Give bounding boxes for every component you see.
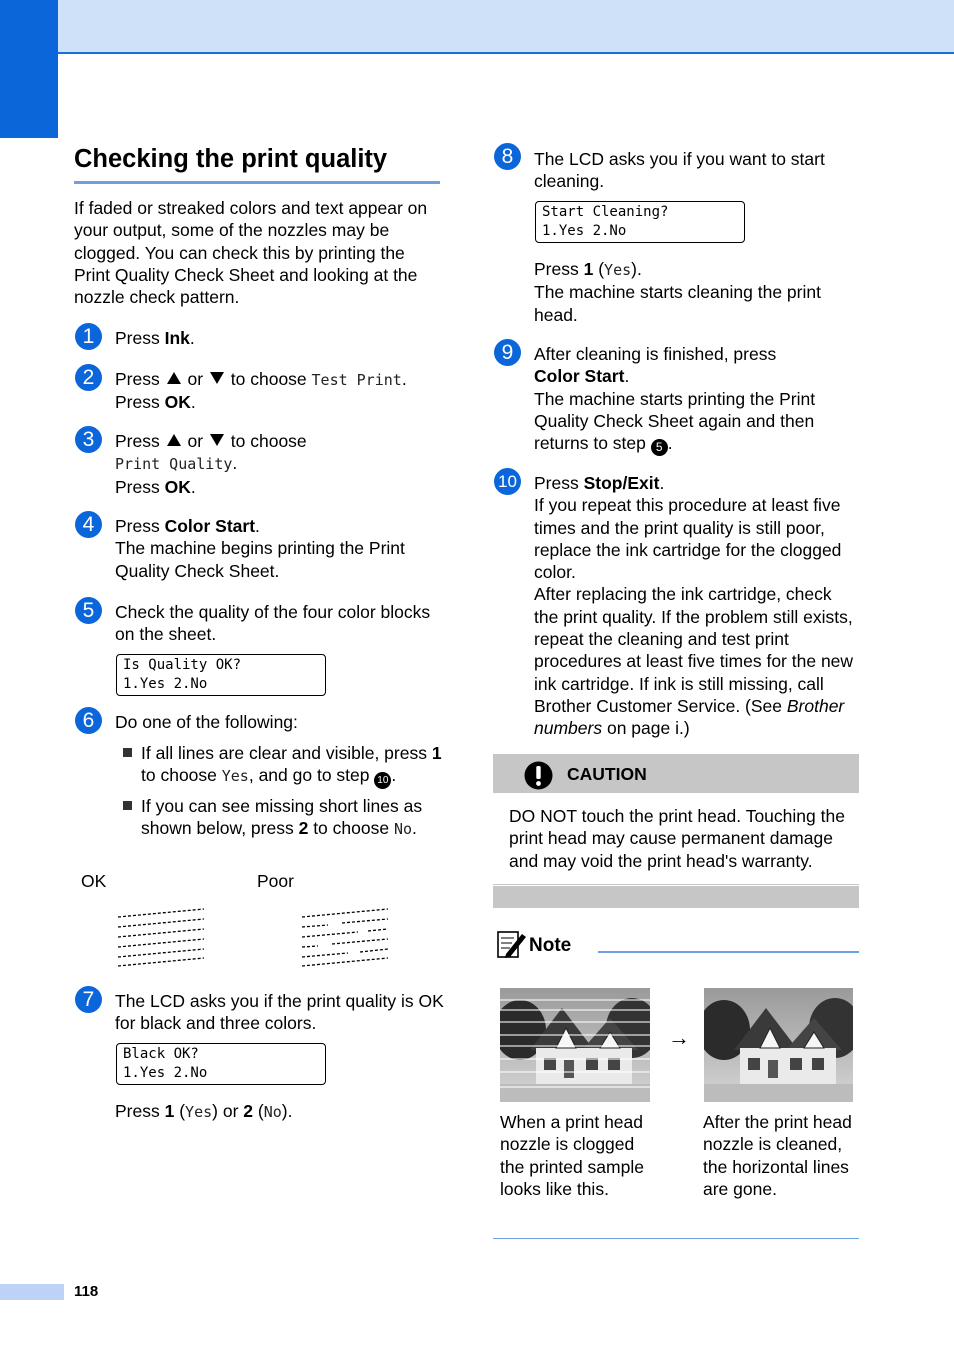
bullet-icon: [123, 801, 132, 810]
poor-pattern-image: [298, 904, 392, 970]
lcd-line-1: Start Cleaning?: [542, 204, 669, 220]
arrow-right-icon: →: [668, 1025, 690, 1050]
step-6-text: Do one of the following:: [115, 712, 298, 732]
caution-divider: [493, 884, 859, 885]
note-end-rule: [493, 1238, 859, 1239]
step-3-text: Press or to choose Print Quality. Press OK.: [115, 431, 307, 497]
house-photo-clean: [704, 988, 853, 1102]
step-4-number: 4: [75, 511, 102, 538]
step-9-text: After cleaning is finished, press Color Start. The machine starts printing the Print Quality Check Sheet again and then returns to step 5 .: [534, 344, 816, 455]
lcd-line-2: 1.Yes 2.No: [123, 676, 208, 692]
step-9-number: 9: [494, 339, 521, 366]
step-6-number: 6: [75, 707, 102, 734]
step-ref-badge: 5: [651, 439, 668, 456]
ok-label: OK: [81, 871, 107, 891]
page-number-band: [0, 1284, 64, 1300]
step-8-text: The LCD asks you if you want to start cleaning.: [534, 149, 825, 192]
step-7-press: Press 1 (Yes) or 2 (No).: [115, 1101, 293, 1121]
up-arrow-icon: [167, 372, 181, 384]
step-2-text: Press or to choose Test Print. Press OK.: [115, 369, 407, 413]
house-photo-streaked: [500, 988, 650, 1102]
step-6-option-2: If you can see missing short lines as shown below, press 2 to choose No.: [141, 796, 423, 839]
step-8-press: Press 1 (Yes). The machine starts cleaning the print head.: [534, 259, 821, 325]
step-10-number: 10: [494, 468, 521, 495]
step-1-text: Press Ink.: [115, 328, 195, 348]
step-5-number: 5: [75, 597, 102, 624]
lcd-display-quality: [116, 654, 326, 696]
caution-footer: [493, 886, 859, 908]
note-caption-before: When a print head nozzle is clogged the printed sample looks like this.: [500, 1112, 644, 1199]
down-arrow-icon: [210, 434, 224, 446]
caution-label: CAUTION: [567, 764, 647, 784]
step-5-text: Check the quality of the four color blocks on the sheet.: [115, 602, 431, 645]
page-number: 118: [74, 1283, 99, 1300]
up-arrow-icon: [167, 434, 181, 446]
ok-pattern-image: [114, 904, 208, 970]
note-pencil-icon: [495, 928, 527, 960]
lcd-line-2: 1.Yes 2.No: [123, 1065, 208, 1081]
down-arrow-icon: [210, 372, 224, 384]
step-8-number: 8: [494, 143, 521, 170]
step-4-text: Press Color Start. The machine begins printing the Print Quality Check Sheet.: [115, 516, 405, 581]
lcd-line-2: 1.Yes 2.No: [542, 223, 627, 239]
caution-text: DO NOT touch the print head. Touching the print head may cause permanent damage and may void the print head's warranty.: [509, 806, 845, 871]
step-10-text: Press Stop/Exit. If you repeat this procedure at least five times and the print quality is still poor, replace the ink cartridge for the clogged color. After replacing the ink cartridge, check the print quality. If the problem still exists, repeat the cleaning and test print procedures at least five times for the new ink cartridge. If ink is still missing, call Brother Customer Service. (See Brother numbers on page i.): [534, 473, 854, 739]
bullet-icon: [123, 748, 132, 757]
lcd-line-1: Is Quality OK?: [123, 657, 242, 673]
poor-label: Poor: [257, 871, 294, 891]
lcd-display-cleaning: [535, 201, 745, 243]
step-2-number: 2: [75, 364, 102, 391]
step-3-number: 3: [75, 426, 102, 453]
lcd-display-black: [116, 1043, 326, 1085]
step-6-option-1: If all lines are clear and visible, press 1 to choose Yes, and go to step 10 .: [141, 742, 446, 789]
note-rule: [598, 951, 859, 953]
header-band: [0, 0, 954, 54]
step-7-text: The LCD asks you if the print quality is OK for black and three colors.: [115, 991, 444, 1034]
step-7-number: 7: [75, 986, 102, 1013]
note-caption-after: After the print head nozzle is cleaned, the horizontal lines are gone.: [703, 1112, 852, 1199]
lcd-line-1: Black OK?: [123, 1046, 199, 1062]
title-underline: [74, 181, 440, 184]
step-1-number: 1: [75, 323, 102, 350]
page-title: Checking the print quality: [74, 145, 388, 173]
note-label: Note: [529, 935, 572, 956]
chapter-tab: [0, 0, 58, 138]
step-ref-badge: 10: [374, 772, 391, 789]
intro-paragraph: If faded or streaked colors and text appear on your output, some of the nozzles may be clogged. You can check this by printing the Print Quality Check Sheet and looking at the nozzle check pattern.: [74, 198, 428, 308]
warning-icon: [524, 761, 553, 790]
